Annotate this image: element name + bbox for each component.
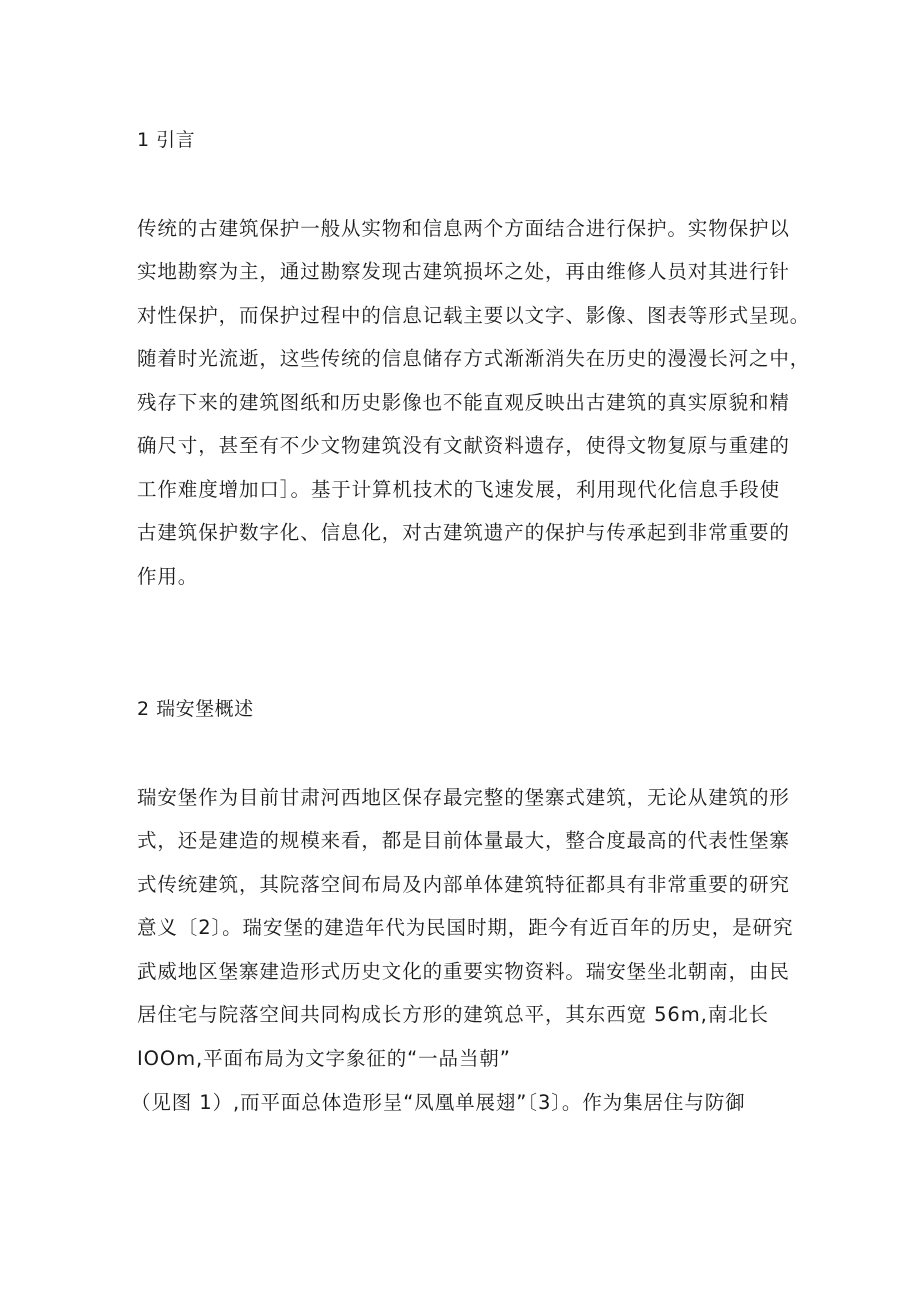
section-1-line-5: 残存下来的建筑图纸和历史影像也不能直观反映出古建筑的真实原貌和精 — [137, 391, 790, 414]
section-1-line-7: 工作难度增加口］。基于计算机技术的飞速发展，利用现代化信息手段使 — [137, 478, 781, 501]
section-2-line-7: IOOm,平面布局为文字象征的“一品当朝” — [137, 1047, 511, 1070]
section-2-line-3: 式传统建筑，其院落空间布局及内部单体建筑特征都具有非常重要的研究 — [137, 873, 790, 896]
section-1-line-6: 确尺寸，甚至有不少文物建筑没有文献资料遗存，使得文物复原与重建的 — [137, 434, 790, 457]
section-2-line-4: 意义〔2〕。瑞安堡的建造年代为民国时期，距今有近百年的历史，是研究 — [137, 916, 794, 939]
section-1-line-3: 对性保护，而保护过程中的信息记载主要以文字、影像、图表等形式呈现。 — [137, 304, 811, 327]
section-1-line-1: 传统的古建筑保护一般从实物和信息两个方面结合进行保护。实物保护以 — [137, 217, 790, 240]
section-2-line-8: （见图 1）,而平面总体造形呈“凤凰单展翅”〔3〕。作为集居住与防御 — [131, 1091, 746, 1114]
section-1-line-9: 作用。 — [137, 565, 199, 588]
section-1-line-8: 古建筑保护数字化、信息化，对古建筑遗产的保护与传承起到非常重要的 — [137, 521, 790, 544]
section-2-line-2: 式，还是建造的规模来看，都是目前体量最大，整合度最高的代表性堡寨 — [137, 829, 790, 852]
section-1-line-2: 实地勘察为主，通过勘察发现古建筑损坏之处，再由维修人员对其进行针 — [137, 260, 790, 283]
section-2-line-1: 瑞安堡作为目前甘肃河西地区保存最完整的堡寨式建筑，无论从建筑的形 — [137, 786, 790, 809]
section-2-line-6: 居住宅与院落空间共同构成长方形的建筑总平，其东西宽 56m,南北长 — [137, 1003, 769, 1026]
section-1-heading: 1 引言 — [137, 129, 196, 151]
section-2-line-5: 武威地区堡寨建造形式历史文化的重要实物资料。瑞安堡坐北朝南，由民 — [137, 960, 790, 983]
section-2-heading: 2 瑞安堡概述 — [137, 698, 254, 720]
section-1-line-4: 随着时光流逝，这些传统的信息储存方式渐渐消失在历史的漫漫长河之中， — [137, 347, 811, 370]
